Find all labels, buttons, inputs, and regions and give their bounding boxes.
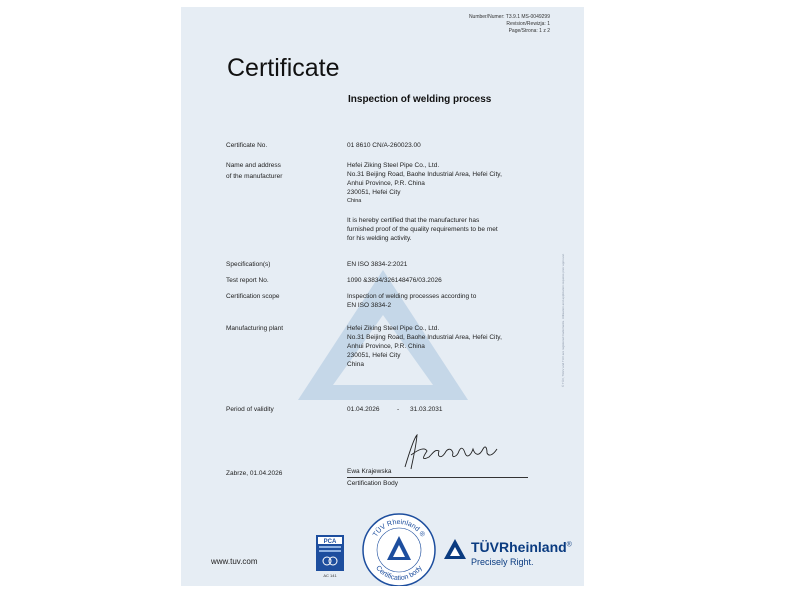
trademark-note: © TÜV, TUEV and TUV are registered trademarks. Utilisation and application requires prior approval. [561,253,565,387]
specification-label: Specification(s) [226,261,271,268]
plant-line: Hefei Ziking Steel Pipe Co., Ltd. [347,325,440,332]
seal-bottom-text: Certification body [374,564,424,583]
website-url[interactable]: www.tuv.com [211,557,258,566]
manufacturer-line: China [347,198,362,204]
page-title: Certificate [227,54,340,82]
certificate-page [181,7,584,586]
place-date: Zabrze, 01.04.2026 [226,470,283,477]
tuv-triangle-icon [443,538,467,560]
manufacturing-plant-address [347,324,502,369]
pca-accreditation-logo [316,535,344,579]
manufacturing-plant-label: Manufacturing plant [226,325,284,332]
pca-code: AC 141 [323,573,337,578]
validity-separator: - [397,406,400,413]
seal-top-text: TÜV Rheinland ® [372,518,426,539]
handwritten-signature [401,427,501,477]
specification-value: EN ISO 3834-2:2021 [347,261,408,268]
certification-scope-value [347,292,476,310]
brand-text: TÜVRheinland [471,539,567,555]
scope-line: Inspection of welding processes according to [347,293,477,300]
certification-body-seal [361,512,437,586]
test-report-value: 1090 &3834/326148476/03.2026 [347,277,442,284]
pca-name: PCA [323,539,337,545]
brand-tagline: Precisely Right. [471,557,534,567]
page-subtitle: Inspection of welding process [348,94,492,105]
manufacturer-line: Anhui Province, P.R. China [347,180,425,187]
test-report-label: Test report No. [226,277,269,284]
validity-label: Period of validity [226,406,274,413]
plant-line: 230051, Hefei City [347,352,401,359]
manufacturer-line: No.31 Beijing Road, Baohe Industrial Area, Hefei City, [347,171,502,178]
manufacturer-line: 230051, Hefei City [347,189,401,196]
validity-to: 31.03.2031 [410,406,443,413]
plant-line: China [347,361,364,368]
revision-number: Revision/Rewizja: 1 [506,21,550,27]
page-number: Page/Strona: 1 z 2 [508,28,550,34]
manufacturer-label-line1: Name and address [226,162,281,169]
document-reference [469,14,550,35]
reference-number: Number/Numer: T3.9.1 MS-0049299 [468,14,550,20]
certification-scope-label: Certification scope [226,293,280,300]
signer-name: Ewa Krajewska [347,468,392,475]
plant-line: Anhui Province, P.R. China [347,343,425,350]
certification-statement [347,216,498,243]
certificate-no-value: 01 8610 CN/A-260023.00 [347,142,421,149]
signature-line [347,477,528,478]
brand-registered-mark: ® [566,541,572,549]
statement-line: It is hereby certified that the manufacturer has [347,217,480,224]
certificate-no-label: Certificate No. [226,142,268,149]
statement-line: furnished proof of the quality requirements to be met [347,226,498,233]
plant-line: No.31 Beijing Road, Baohe Industrial Area, Hefei City, [347,334,502,341]
statement-line: for his welding activity. [347,235,412,242]
manufacturer-address [347,161,502,206]
signer-role: Certification Body [347,480,398,487]
manufacturer-label-line2: of the manufacturer [226,173,283,180]
validity-from: 01.04.2026 [347,406,380,413]
manufacturer-line: Hefei Ziking Steel Pipe Co., Ltd. [347,162,440,169]
scope-line: EN ISO 3834-2 [347,302,392,309]
brand-name [471,539,572,555]
